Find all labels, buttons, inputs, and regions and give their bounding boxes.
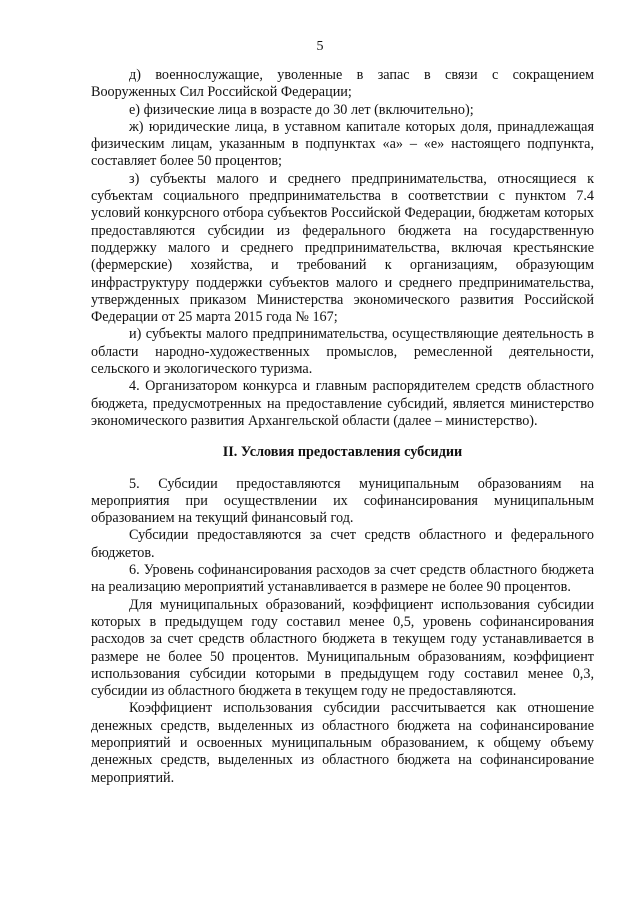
paragraph-zh: ж) юридические лица, в уставном капитале которых доля, принадлежащая физическим лицам, указанным в подпунктах «а» – «е» настоящего подпункта, составляет более 50 процентов; (91, 118, 594, 170)
section-heading: II. Условия предоставления субсидии (222, 444, 463, 461)
paragraph-5: 5. Субсидии предоставляются муниципальным образованиям на мероприятия при осуществлении их софинансирования муниципальным образованием на текущий финансовый год. (91, 475, 594, 527)
paragraph-6: 6. Уровень софинансирования расходов за счет средств областного бюджета на реализацию мероприятий устанавливается в размере не более 90 процентов. (91, 562, 594, 596)
paragraph-5-funding: Субсидии предоставляются за счет средств областного и федерального бюджетов. (91, 527, 594, 561)
paragraph-d: д) военнослужащие, уволенные в запас в связи с сокращением Вооруженных Сил Российской Федерации; (91, 67, 594, 101)
paragraph-z: з) субъекты малого и среднего предпринимательства, относящиеся к субъектам социального предпринимательства в соответствии с пунктом 7.4 условий конкурсного отбора субъектов Российской Федерации, бюджетам которых предоставляются субсидии из федерального бюджета на государственную поддержку малого и среднего предпринимательства, включая крестьянские (фермерские) хозяйства, и требований к организациям, образующим инфраструктуру поддержки субъектов малого и среднего предпринимательства, утвержденных приказом Министерства экономического развития Российской Федерации от 25 марта 2015 года № 167; (91, 170, 594, 326)
document-body (91, 67, 594, 787)
page-number: 5 (316, 39, 324, 54)
paragraph-6-calculation: Коэффициент использования субсидии рассчитывается как отношение денежных средств, выделенных из областного бюджета на софинансирование мероприятий и освоенных муниципальным образованием, к общему объему денежных средств, выделенных из областного бюджета на софинансирование мероприятий. (91, 700, 594, 786)
paragraph-4: 4. Организатором конкурса и главным распорядителем средств областного бюджета, предусмотренных на предоставление субсидий, является министерство экономического развития Архангельской области (далее – министерство). (91, 378, 594, 429)
paragraph-i: и) субъекты малого предпринимательства, осуществляющие деятельность в области народно-художественных промыслов, ремесленной деятельности, сельского и экологического туризма. (91, 326, 594, 378)
paragraph-e: е) физические лица в возрасте до 30 лет (включительно); (129, 101, 474, 118)
paragraph-6-coefficient: Для муниципальных образований, коэффициент использования субсидии которых в предыдущем году составил менее 0,5, уровень софинансирования расходов за счет средств областного бюджета в текущем году устанавливается в размере не более 50 процентов. Муниципальным образованиям, коэффициент использования субсидии которыми в предыдущем году составил менее 0,3, субсидии из областного бюджета в текущем году не предоставляются. (91, 596, 594, 700)
